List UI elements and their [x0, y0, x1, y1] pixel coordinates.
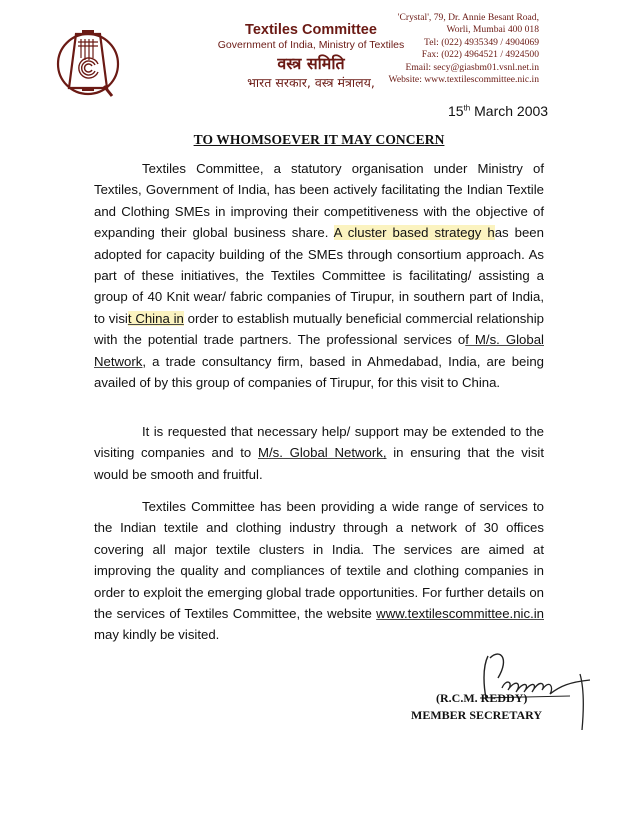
address-line: Worli, Mumbai 400 018	[446, 24, 539, 36]
body-paragraph-2	[94, 421, 544, 485]
textiles-committee-emblem-icon	[52, 26, 126, 100]
text-run: Textiles Committee, a statutory organisation under Ministry of Textiles, Government of India, has been actively facilitating the Indian Textile and Clothing SMEs in improving their competitiveness with the objective of expanding their global business share.	[94, 161, 544, 241]
highlighted-text: A cluster based strategy h	[333, 225, 495, 241]
website-link[interactable]: www.textilescommittee.nic.in	[376, 606, 544, 622]
signatory-name: (R.C.M. REDDY)	[436, 691, 528, 705]
text-run: It is requested that necessary help/ support may be extended to the visiting companies and to	[94, 424, 544, 461]
website-line: Website: www.textilescommittee.nic.in	[388, 74, 539, 86]
text-run: Textiles Committee has been providing a wide range of services to the Indian textile and clothing industry through a network of 30 offices covering all major textile clusters in India. The services are aimed at improving the quality and compliances of textile and clothing companies in order to exploit the emerging global trade opportunities. For further details on the services of Textiles Committee, the website	[94, 499, 544, 622]
highlighted-underlined-text: t China in	[127, 310, 184, 326]
org-subtitle-hindi: भारत सरकार, वस्त्र मंत्रालय,	[247, 75, 375, 90]
date-suffix: th	[463, 103, 471, 113]
address-line: 'Crystal', 79, Dr. Annie Besant Road,	[397, 12, 539, 23]
text-run: may kindly be visited.	[94, 627, 220, 643]
underlined-text: f M/s. Global Network,	[94, 332, 544, 369]
body-paragraph-3	[94, 496, 544, 646]
org-name: Textiles Committee	[245, 22, 377, 38]
text-run: in ensuring that the visit would be smooth and fruitful.	[94, 445, 545, 482]
address-block	[389, 12, 539, 86]
letter-date	[448, 103, 548, 119]
body-paragraph-1	[94, 158, 544, 393]
org-subtitle: Government of India, Ministry of Textiles	[217, 39, 405, 51]
phone-line: Tel: (022) 4935349 / 4904069	[424, 36, 539, 48]
underlined-text: M/s. Global Network,	[257, 445, 387, 461]
signatory-role: MEMBER SECRETARY	[411, 708, 543, 722]
text-run: as been adopted for capacity building of the SMEs through consortium approach. As part of these initiatives, the Textiles Committee is facilitating/ assisting a group of 40 Knit wear/ fabric companies of Tirupur, in southern part of India, to visi	[94, 225, 544, 326]
fax-line: Fax: (022) 4964521 / 4924500	[421, 49, 539, 61]
text-run: order to establish mutually beneficial commercial relationship with the potential trade partners. The professional services o	[94, 310, 544, 348]
letter-title: TO WHOMSOEVER IT MAY CONCERN	[193, 132, 445, 147]
date-day: 15	[448, 103, 464, 119]
email-line: Email: secy@giasbm01.vsnl.net.in	[405, 61, 539, 73]
text-run: a trade consultancy firm, based in Ahmedabad, India, are being availed of by this group of companies of Tirupur, for this visit to China.	[94, 353, 544, 391]
org-name-hindi: वस्त्र समिति	[277, 54, 345, 73]
date-month-year: March 2003	[470, 103, 549, 119]
